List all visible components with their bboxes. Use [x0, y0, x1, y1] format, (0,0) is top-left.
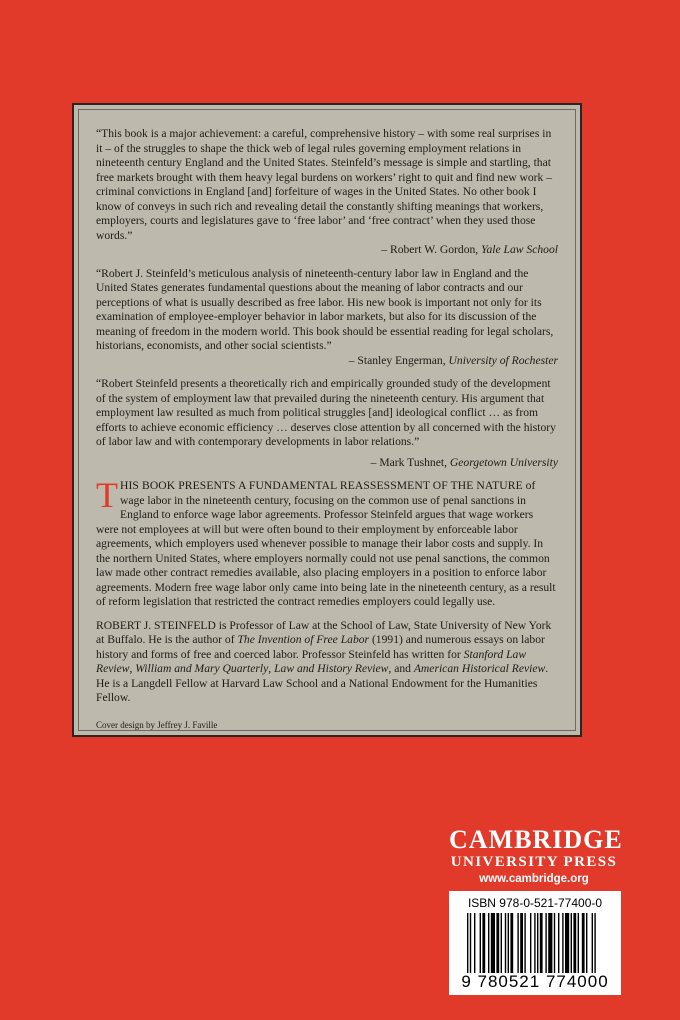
drop-cap: T	[96, 475, 118, 515]
author-bio-text: is Professor of Law at the School of Law, State University of New York at Buffalo. He is the author of	[96, 618, 552, 646]
review-author: – Mark Tushnet,	[370, 455, 447, 469]
barcode-bar	[488, 913, 489, 973]
review-2	[96, 267, 558, 369]
barcode-bar	[496, 913, 499, 973]
isbn-label: ISBN 978-0-521-77400-0	[467, 896, 603, 910]
barcode-bar	[505, 913, 506, 973]
author-bio-text: . He is a Langdell Fellow at Harvard Law School and a National Endowment for the Humanities Fellow.	[96, 662, 549, 704]
barcode-bar	[467, 913, 468, 973]
publisher-name: CAMBRIDGE	[449, 825, 623, 854]
separator: ,	[268, 662, 275, 675]
description-lead: HIS BOOK PRESENTS A FUNDAMENTAL REASSESSMENT OF THE NATURE	[120, 479, 523, 492]
publisher-website: www.cambridge.org	[479, 873, 589, 885]
separator: ,	[129, 662, 136, 675]
review-attribution	[96, 354, 558, 369]
review-quote: “Robert J. Steinfeld’s meticulous analysis of nineteenth-century labor law in England and the United States generates fundamental questions about the meaning of labor contracts and our perceptions of what is usually described as free labor. His new book is important not only for its examination of employee-employer behavior in labor markets, but also for its discussion of the meaning of freedom in the modern world. This book should be essential reading for legal scholars, historians, economists, and other social scientists.”	[96, 266, 554, 352]
barcode-bar	[540, 913, 543, 973]
journal-title: American Historical Review	[413, 662, 546, 675]
review-affiliation: University of Rochester	[448, 353, 558, 367]
barcode-bar	[508, 913, 509, 973]
separator: , and	[388, 662, 414, 675]
review-1	[96, 127, 558, 258]
barcode-bar	[548, 913, 552, 973]
back-cover-panel	[72, 103, 582, 737]
barcode-bar	[594, 913, 595, 973]
review-attribution	[96, 456, 558, 471]
author-book-title: The Invention of Free Labor	[237, 633, 370, 646]
author-bio	[96, 619, 558, 706]
cover-credit: Cover design by Jeffrey J. Faville	[96, 719, 218, 730]
review-author: – Stanley Engerman,	[348, 353, 446, 367]
barcode-bar	[586, 913, 587, 973]
barcode-bar	[573, 913, 576, 973]
isbn-digits: 9 780521 774000	[461, 972, 609, 991]
barcode-bar	[524, 913, 525, 973]
barcode-bar	[530, 913, 531, 973]
barcode-bar	[562, 913, 563, 973]
barcode-bar	[520, 913, 523, 973]
journal-title: Stanford Law Review	[96, 647, 527, 675]
barcode-bar	[482, 913, 485, 973]
barcode-bar	[534, 913, 535, 973]
journal-title: William and Mary Quarterly	[135, 662, 269, 675]
barcode-bars	[467, 913, 603, 973]
barcode-bar	[537, 913, 538, 973]
author-name: ROBERT J. STEINFELD	[96, 618, 216, 632]
barcode-bar	[491, 913, 495, 973]
barcode-bar	[480, 913, 481, 973]
barcode-bar	[474, 913, 475, 973]
panel-content	[96, 127, 558, 730]
book-description	[96, 475, 558, 610]
barcode-bar	[545, 913, 546, 973]
review-affiliation: Yale Law School	[481, 243, 558, 256]
barcode-bar	[571, 913, 572, 973]
review-quote: “This book is a major achievement: a careful, comprehensive history – with some real surprises in it – of the struggles to shape the thick web of legal rules governing employment relations in nineteenth century England and the United States. Steinfeld’s message is simple and startling, that free markets brought with them heavy legal burdens on workers’ right to quit and find new work – criminal convictions in England [and] forfeiture of wages in the United States. No other book I know of conveys in such rich and revealing detail the constantly shifting meanings that workers, employers, courts and legislatures gave to ‘free labor’ and ‘free contract’ when they used those words.”	[96, 127, 553, 242]
journal-title: Law and History Review	[274, 662, 389, 675]
barcode-bar	[558, 913, 559, 973]
barcode-bar	[501, 913, 502, 973]
publisher-subtitle: UNIVERSITY PRESS	[450, 854, 618, 870]
review-3	[96, 377, 558, 470]
barcode-bar	[554, 913, 555, 973]
barcode-bar	[565, 913, 569, 973]
review-quote: “Robert Steinfeld presents a theoretically rich and empirically grounded study of the development of the system of employment law that prevailed during the nineteenth century. His argument that employment law resulted as much from political struggles [and] ideological conflict … as from efforts to achieve economic efficiency … deserves close attention by all concerned with the history of labor law and with contemporary developments in labor relations.”	[96, 377, 556, 448]
review-attribution	[96, 243, 558, 258]
isbn-barcode	[449, 891, 621, 995]
barcode-bar	[470, 913, 471, 973]
barcode-bar	[592, 913, 593, 973]
barcode-bar	[578, 913, 579, 973]
author-bio-text: (1991) and numerous essays on labor history and forms of free and coerced labor. Professor Steinfeld has written for	[96, 633, 545, 661]
publisher-logo	[449, 825, 623, 887]
review-affiliation: Georgetown University	[449, 455, 558, 469]
barcode-bar	[510, 913, 513, 973]
description-body: of wage labor in the nineteenth century, focusing on the common use of penal sanctions in England to enforce wage labor agreements. Professor Steinfeld argues that wage workers were not employees at will but were often bound to their employment by enforceable labor agreements, which employers used whenever possible to manage their labor costs and supply. In the northern United States, where employers normally could not use penal sanctions, the common law made other contract remedies available, also placing employers in a position to enforce labor agreements. Modern free wage labor only came into being late in the nineteenth century, as a result of reform legislation that restricted the contract remedies employers could legally use.	[96, 479, 556, 608]
barcode-bar	[582, 913, 585, 973]
review-author: – Robert W. Gordon,	[381, 243, 479, 256]
barcode-bar	[517, 913, 518, 973]
